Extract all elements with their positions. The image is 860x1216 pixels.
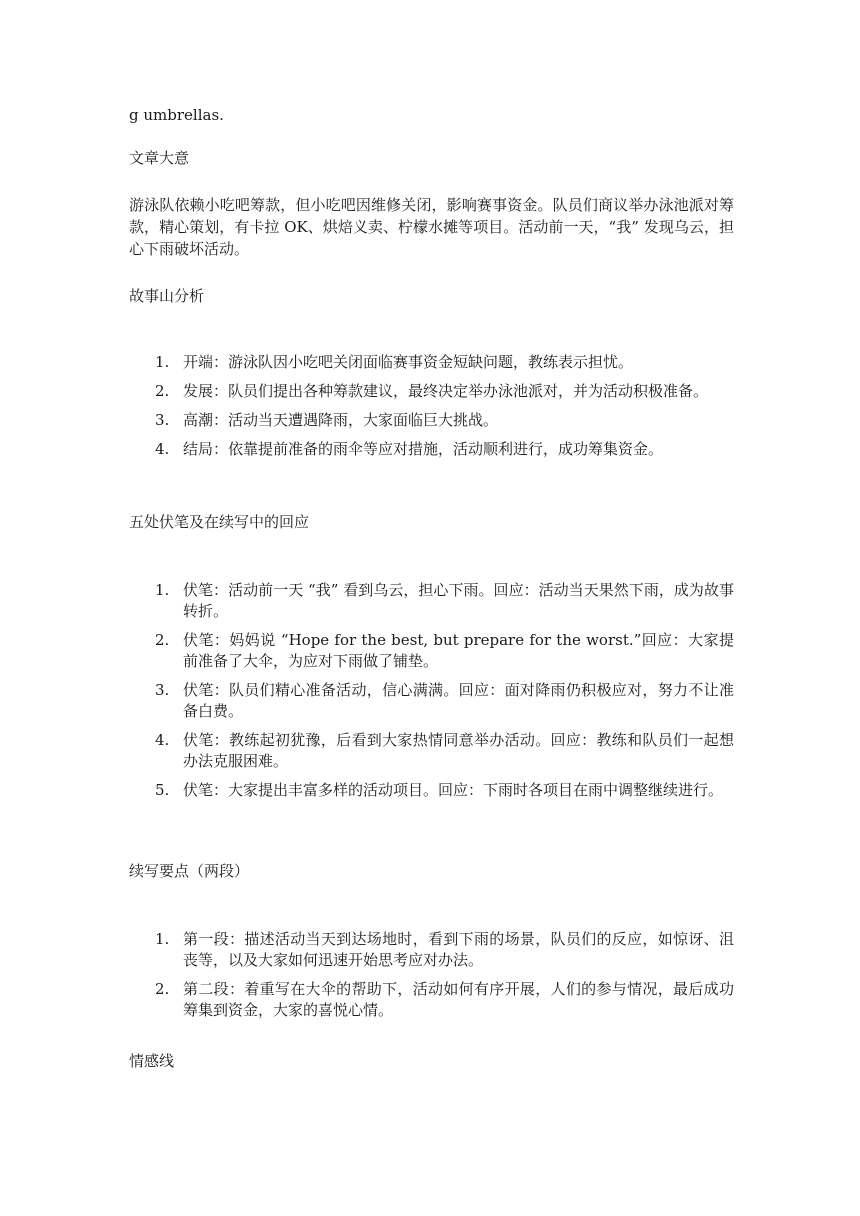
list-item — [129, 410, 734, 431]
story-mountain-heading: 故事山分析 — [129, 287, 205, 305]
list-number: 4. — [155, 731, 170, 749]
list-item — [129, 929, 734, 971]
list-number: 2. — [155, 980, 170, 998]
writing-points-list — [129, 929, 734, 1029]
list-item-text: 第二段：着重写在大伞的帮助下，活动如何有序开展，人们的参与情况，最后成功筹集到资金，大家的喜悦心情。 — [183, 980, 734, 1019]
writing-points-heading: 续写要点（两段） — [129, 862, 250, 880]
top-fragment-text: g umbrellas. — [129, 106, 224, 124]
list-item-text: 高潮：活动当天遭遇降雨，大家面临巨大挑战。 — [183, 411, 499, 429]
list-item — [129, 381, 734, 402]
list-item — [129, 439, 734, 460]
list-item-text: 伏笔：教练起初犹豫，后看到大家热情同意举办活动。回应：教练和队员们一起想办法克服困难。 — [183, 731, 734, 770]
list-number: 3. — [155, 411, 170, 429]
list-item — [129, 780, 734, 801]
list-item — [129, 580, 734, 622]
list-item-text: 第一段：描述活动当天到达场地时，看到下雨的场景，队员们的反应，如惊讶、沮丧等，以及大家如何迅速开始思考应对办法。 — [183, 930, 734, 969]
list-item-text: 发展：队员们提出各种筹款建议，最终决定举办泳池派对，并为活动积极准备。 — [183, 382, 709, 400]
list-item-text: 伏笔：队员们精心准备活动，信心满满。回应：面对降雨仍积极应对，努力不让准备白费。 — [183, 681, 734, 720]
list-item-text: 伏笔：大家提出丰富多样的活动项目。回应：下雨时各项目在雨中调整继续进行。 — [183, 781, 724, 799]
summary-heading: 文章大意 — [129, 149, 190, 167]
list-number: 2. — [155, 382, 170, 400]
list-item — [129, 630, 734, 672]
story-mountain-list — [129, 352, 734, 468]
list-item — [129, 680, 734, 722]
foreshadowing-list — [129, 580, 734, 809]
list-number: 5. — [155, 781, 170, 799]
list-number: 1. — [155, 581, 170, 599]
list-item-text: 伏笔：妈妈说 “Hope for the best, but prepare for the worst.”回应：大家提前准备了大伞，为应对下雨做了铺垫。 — [183, 631, 734, 670]
list-number: 3. — [155, 681, 170, 699]
list-number: 1. — [155, 353, 170, 371]
list-item-text: 开端：游泳队因小吃吧关闭面临赛事资金短缺问题，教练表示担忧。 — [183, 353, 634, 371]
list-number: 2. — [155, 631, 170, 649]
list-item-text: 伏笔：活动前一天 “我” 看到乌云，担心下雨。回应：活动当天果然下雨，成为故事转折。 — [183, 581, 734, 620]
list-item-text: 结局：依靠提前准备的雨伞等应对措施，活动顺利进行，成功筹集资金。 — [183, 440, 664, 458]
foreshadowing-heading: 五处伏笔及在续写中的回应 — [129, 513, 310, 531]
list-item — [129, 352, 734, 373]
list-item — [129, 730, 734, 772]
emotion-heading: 情感线 — [129, 1052, 175, 1070]
list-number: 4. — [155, 440, 170, 458]
summary-paragraph: 游泳队依赖小吃吧筹款，但小吃吧因维修关闭，影响赛事资金。队员们商议举办泳池派对筹款，精心策划，有卡拉 OK、烘焙义卖、柠檬水摊等项目。活动前一天，“我” 发现乌云，担心下雨破坏活动。 — [129, 196, 734, 258]
list-item — [129, 979, 734, 1021]
list-number: 1. — [155, 930, 170, 948]
